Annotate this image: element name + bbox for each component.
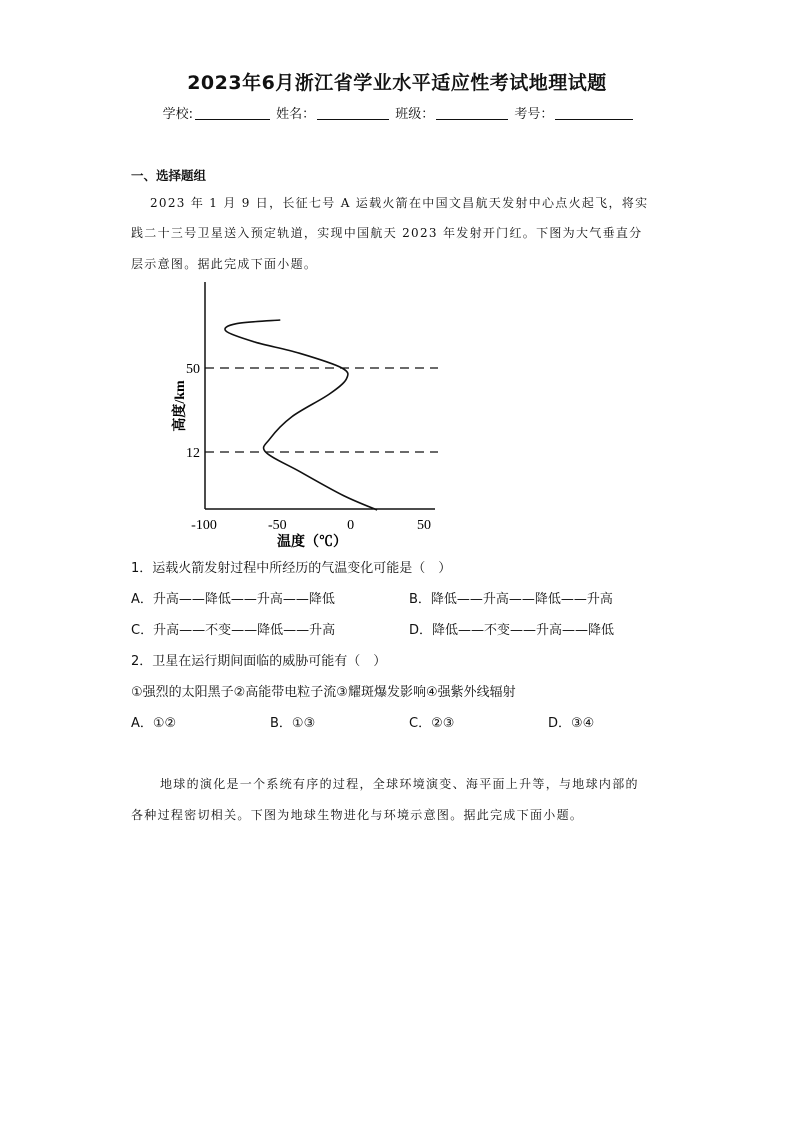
q1-option-c[interactable]: C．升高——不变——降低——升高 xyxy=(131,623,336,638)
y-tick-12: 12 xyxy=(186,446,200,461)
passage1-line3: 层示意图。据此完成下面小题。 xyxy=(131,257,318,271)
x-tick-labels xyxy=(191,518,431,533)
dashed-level-lines xyxy=(205,368,438,452)
q2-option-b[interactable]: B．①③ xyxy=(270,716,316,731)
q2-option-c[interactable]: C．②③ xyxy=(409,716,455,731)
page-title: 2023年6月浙江省学业水平适应性考试地理试题 xyxy=(187,72,607,94)
q2-option-a[interactable]: A．①② xyxy=(131,716,177,731)
passage1-line1: 2023 年 1 月 9 日，长征七号 A 运载火箭在中国文昌航天发射中心点火起飞，将实 xyxy=(150,196,649,210)
y-tick-labels xyxy=(186,362,200,461)
passage1-line2: 践二十三号卫星送入预定轨道，实现中国航天 2023 年发射开门红。下图为大气垂直分 xyxy=(131,226,643,240)
school-label: 学校: xyxy=(162,107,193,122)
number-blank[interactable] xyxy=(555,107,633,120)
student-info-line xyxy=(0,103,794,122)
temperature-curve xyxy=(225,320,377,510)
x-tick-minus-100: -100 xyxy=(191,518,217,533)
x-tick-minus-50: -50 xyxy=(267,518,287,533)
atmosphere-layer-chart xyxy=(160,278,450,550)
class-label: 班级： xyxy=(395,107,435,122)
passage2-line1: 地球的演化是一个系统有序的过程，全球环境演变、海平面上升等，与地球内部的 xyxy=(160,777,639,791)
x-tick-50: 50 xyxy=(417,518,431,533)
section-heading: 一、选择题组 xyxy=(131,168,207,183)
class-blank[interactable] xyxy=(436,107,508,120)
passage2-line2: 各种过程密切相关。下图为地球生物进化与环境示意图。据此完成下面小题。 xyxy=(131,808,584,822)
q1-option-d[interactable]: D．降低——不变——升高——降低 xyxy=(409,623,615,638)
q1-option-b[interactable]: B．降低——升高——降低——升高 xyxy=(409,592,613,607)
school-blank[interactable] xyxy=(195,107,270,120)
name-label: 姓名： xyxy=(276,107,316,122)
q2-items: ①强烈的太阳黑子②高能带电粒子流③耀斑爆发影响④强紫外线辐射 xyxy=(131,685,516,700)
number-label: 考号： xyxy=(514,107,554,122)
name-blank[interactable] xyxy=(317,107,389,120)
y-axis-label: 高度/km xyxy=(173,380,188,432)
x-axis-label: 温度（℃） xyxy=(277,535,347,550)
y-tick-50: 50 xyxy=(186,362,200,377)
q1-stem: 1．运载火箭发射过程中所经历的气温变化可能是（ ） xyxy=(131,561,452,576)
q2-option-d[interactable]: D．③④ xyxy=(548,716,595,731)
x-tick-0: 0 xyxy=(347,518,355,533)
q1-option-a[interactable]: A．升高——降低——升高——降低 xyxy=(131,592,335,607)
q2-stem: 2．卫星在运行期间面临的威胁可能有（ ） xyxy=(131,654,387,669)
